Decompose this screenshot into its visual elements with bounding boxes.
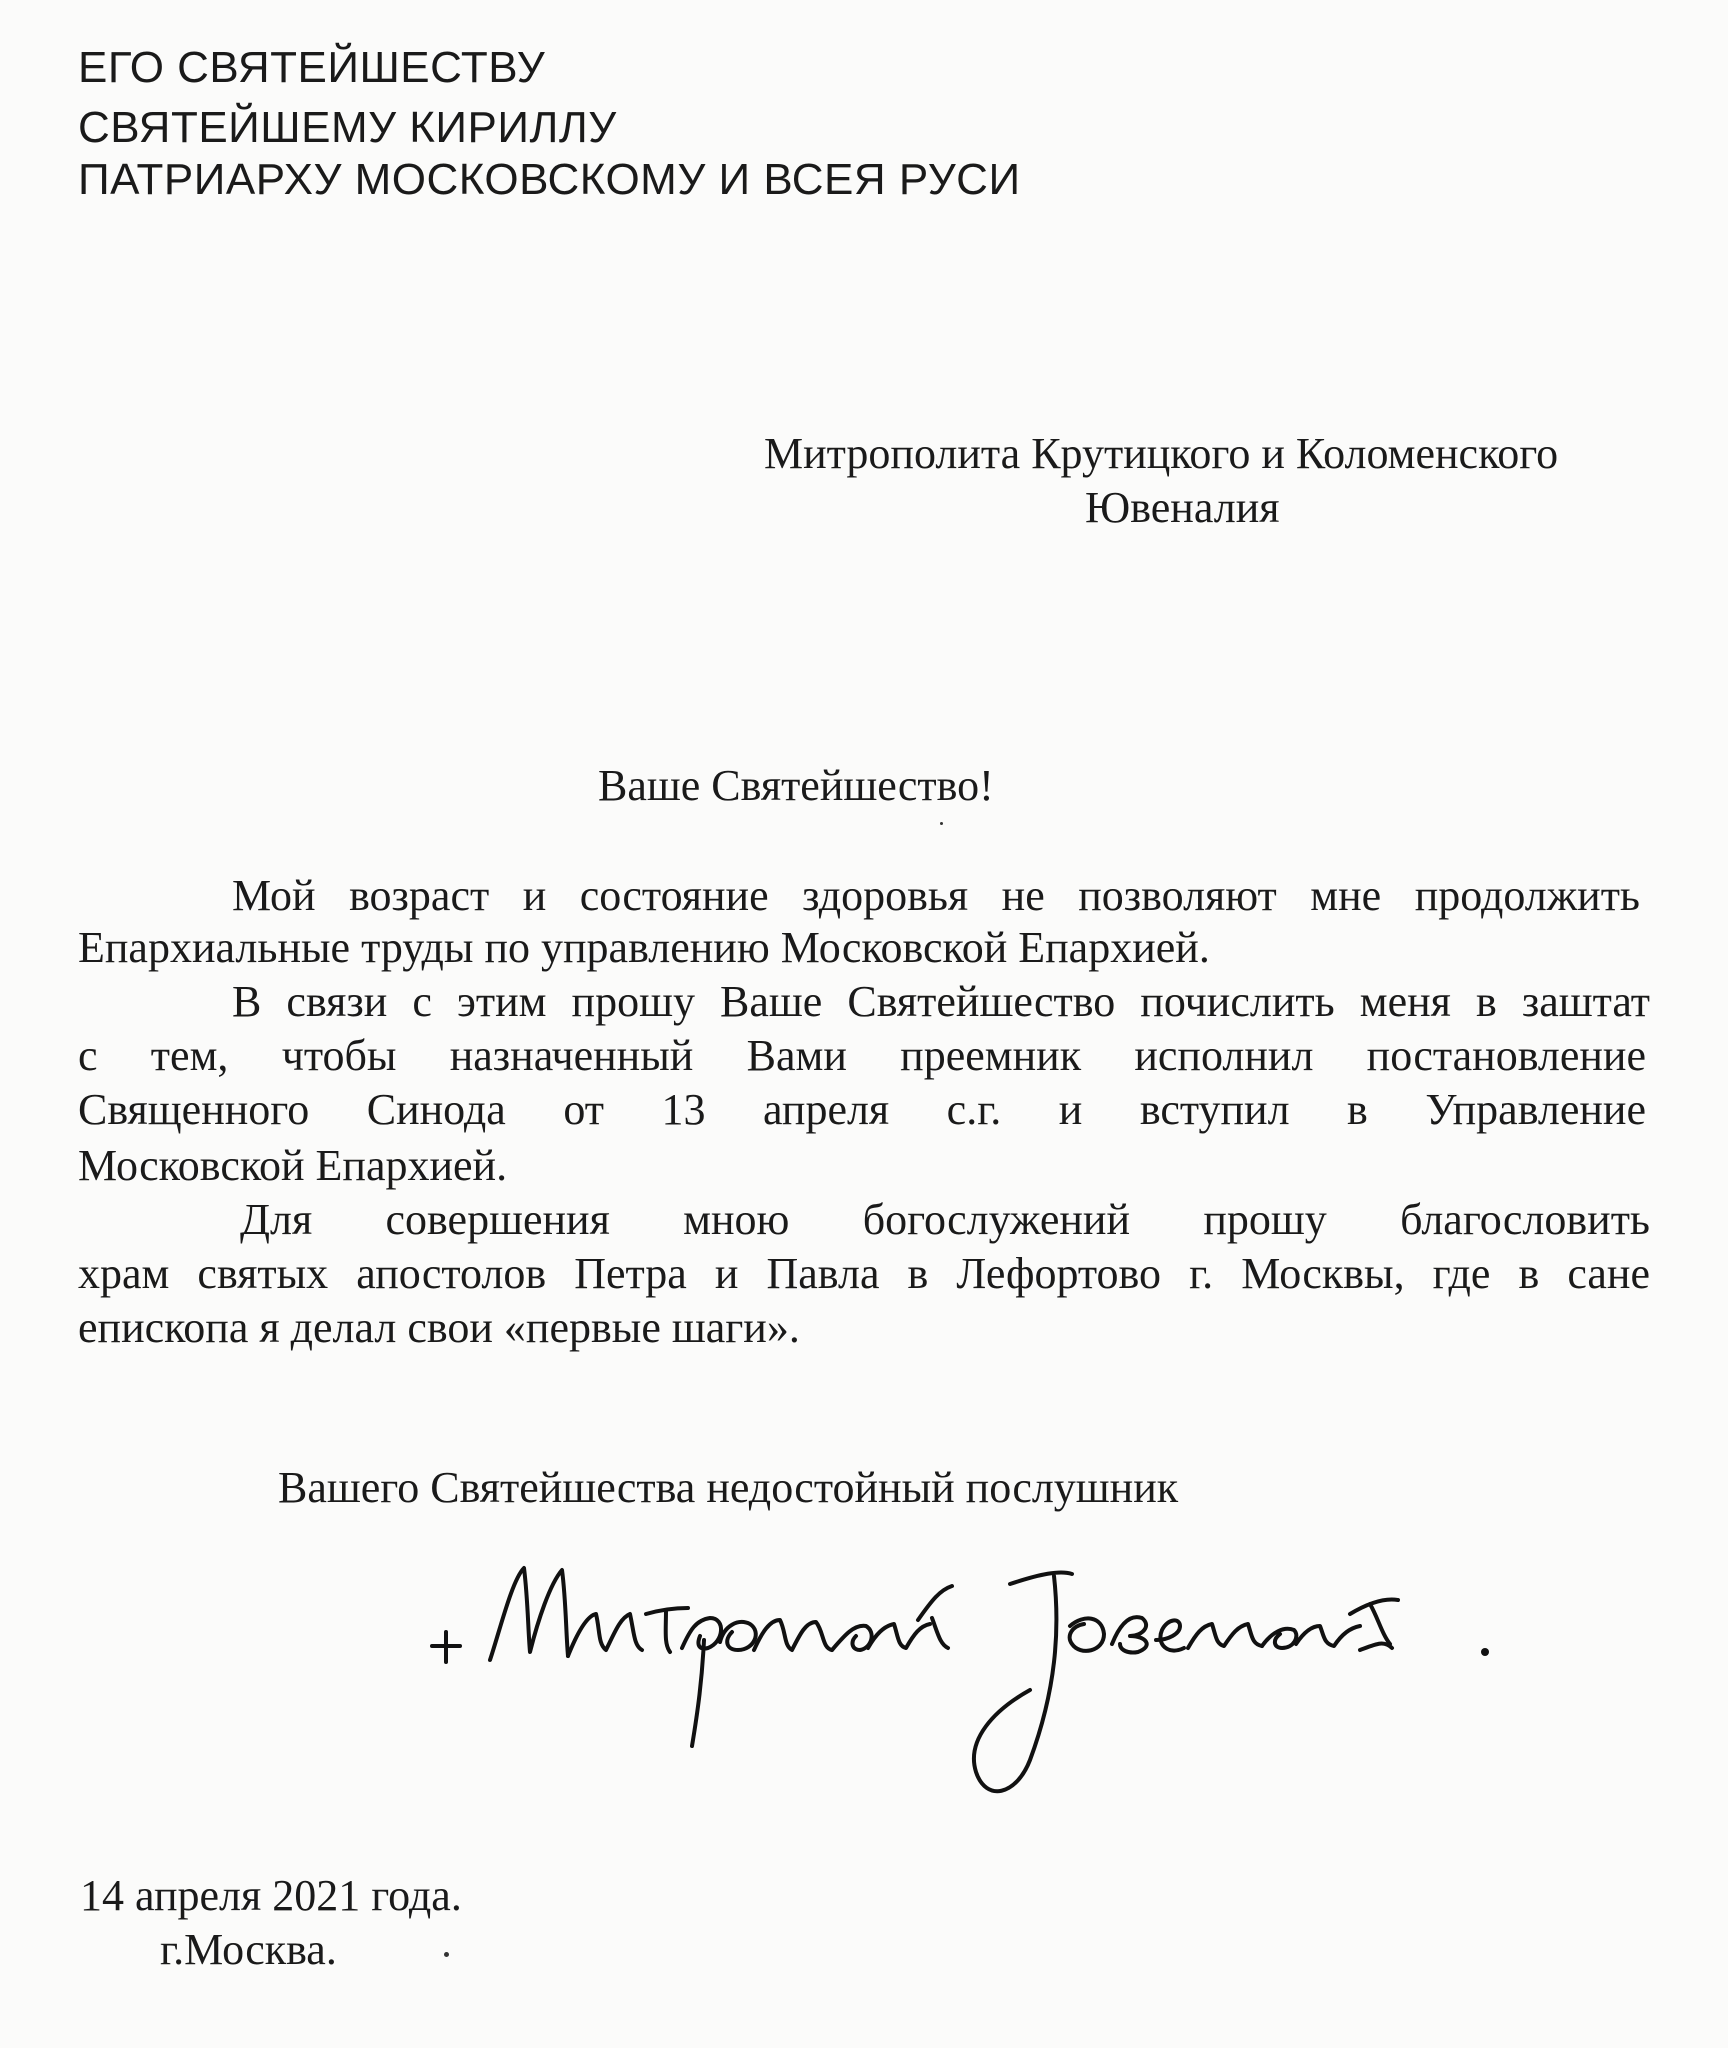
- paragraph-2-line-2: с тем, чтобы назначенный Вами преемник исполнил постановление: [78, 1031, 1646, 1080]
- addressee-line-3: ПАТРИАРХУ МОСКОВСКОМУ И ВСЕЯ РУСИ: [78, 155, 1021, 204]
- addressee-line-2: СВЯТЕЙШЕМУ КИРИЛЛУ: [78, 103, 617, 152]
- scan-speck: [444, 1952, 449, 1957]
- paragraph-1-line-2: Епархиальные труды по управлению Московской Епархией.: [78, 923, 1210, 972]
- addressee-line-1: ЕГО СВЯТЕЙШЕСТВУ: [78, 43, 546, 92]
- letter-date: 14 апреля 2021 года.: [80, 1871, 462, 1920]
- sender-line-2: Ювеналия: [1085, 483, 1280, 532]
- paragraph-2-line-3: Священного Синода от 13 апреля с.г. и вступил в Управление: [78, 1085, 1646, 1134]
- signature-drawing: [420, 1540, 1500, 1820]
- sender-line-1: Митрополита Крутицкого и Коломенского: [764, 429, 1559, 478]
- paragraph-3-line-3: епископа я делал свои «первые шаги».: [78, 1303, 800, 1352]
- handwritten-signature: [420, 1540, 1500, 1820]
- paragraph-3-line-1: Для совершения мною богослужений прошу благословить: [240, 1195, 1650, 1244]
- paragraph-2-line-1: В связи с этим прошу Ваше Святейшество почислить меня в заштат: [232, 977, 1650, 1026]
- scan-speck: [940, 822, 943, 825]
- paragraph-1-line-1: Мой возраст и состояние здоровья не позволяют мне продолжить: [232, 871, 1640, 920]
- paragraph-3-line-2: храм святых апостолов Петра и Павла в Лефортово г. Москвы, где в сане: [78, 1249, 1650, 1298]
- salutation: Ваше Святейшество!: [598, 761, 994, 810]
- closing-line: Вашего Святейшества недостойный послушник: [278, 1463, 1179, 1512]
- paragraph-2-line-4: Московской Епархией.: [78, 1141, 508, 1190]
- letter-place: г.Москва.: [160, 1925, 337, 1974]
